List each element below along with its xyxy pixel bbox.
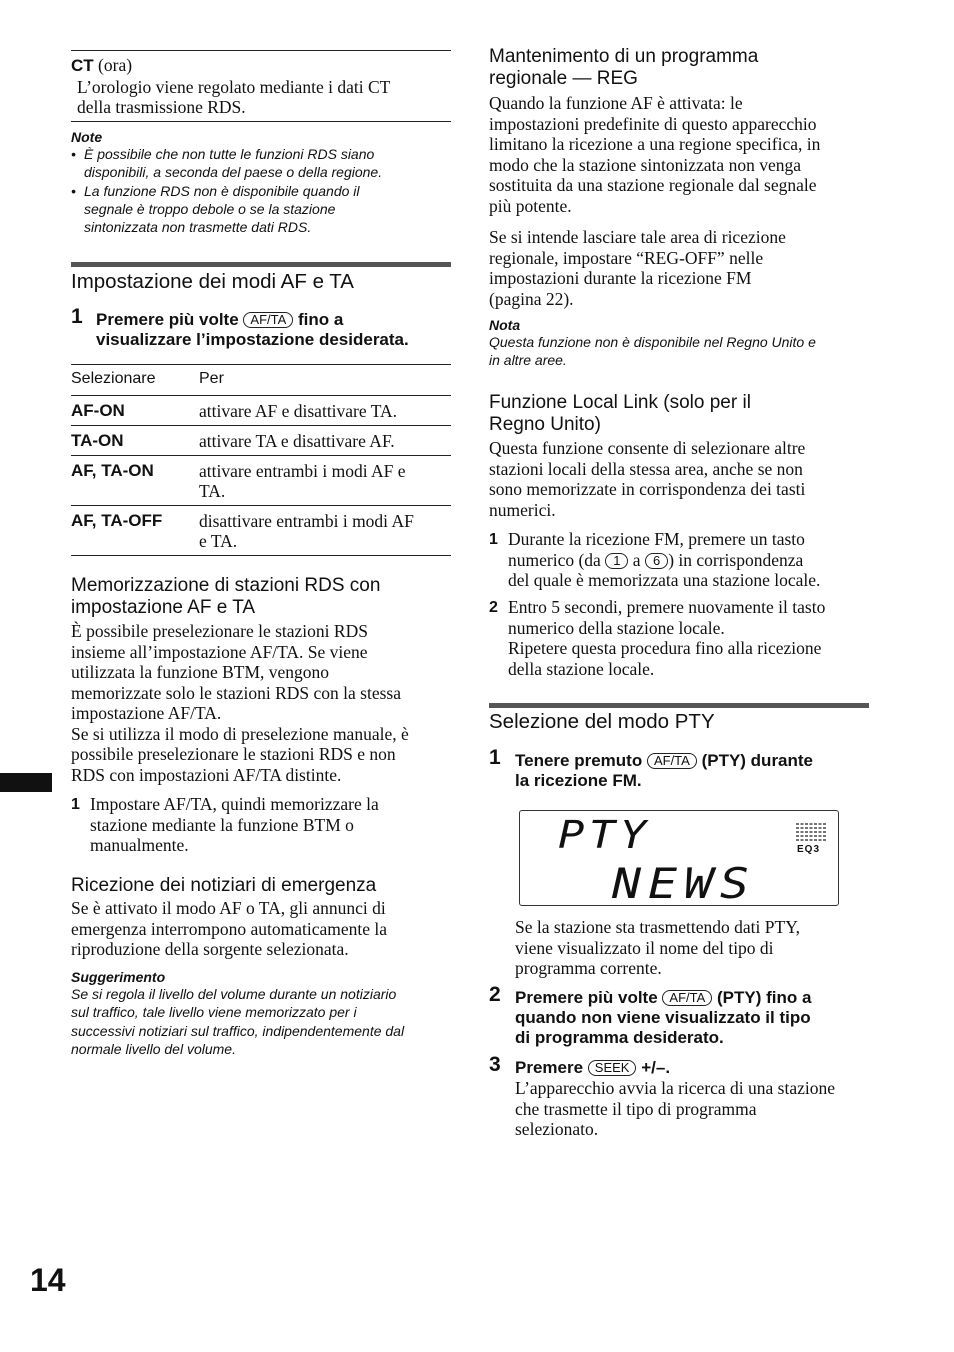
local-step-2: [489, 597, 879, 679]
ct-qualifier: (ora): [98, 55, 133, 75]
text-line: emergenza interrompono automaticamente la: [71, 918, 387, 939]
tip-line: sul traffico, tale livello viene memorizzato per i: [71, 1004, 357, 1021]
table-cell-key: TA-ON: [71, 430, 124, 450]
text-line: Questa funzione consente di selezionare altre: [489, 438, 806, 458]
pty-title: Selezione del modo PTY: [489, 710, 715, 733]
local-title-line: Funzione Local Link (solo per il: [489, 392, 751, 413]
lcd-line-2: NEWS: [612, 859, 756, 908]
lcd-line-1: PTY: [558, 813, 651, 857]
reg-note: [489, 317, 879, 370]
text-line: limitano la ricezione a una regione specifica, in: [489, 134, 821, 154]
page-number: 14: [30, 1262, 66, 1298]
af-ta-button: AF/TA: [243, 312, 293, 328]
step-text-post: (PTY) fino a: [717, 988, 812, 1007]
text-line: Ripetere questa procedura fino alla ricezione: [508, 638, 822, 658]
step-text: [489, 748, 879, 791]
step-text: [489, 597, 879, 679]
note-heading: Nota: [489, 317, 521, 333]
note-line: La funzione RDS non è disponibile quando il: [84, 182, 360, 199]
text-line: memorizzate solo le stazioni RDS con la stessa: [71, 682, 401, 703]
table-cell-line: attivare entrambi i modi AF e: [199, 460, 406, 481]
text-line: È possibile preselezionare le stazioni RDS: [71, 621, 368, 641]
pty-step-1: [489, 748, 879, 791]
table-row: [71, 425, 451, 455]
text-line: della stazione locale.: [508, 658, 655, 679]
local-body: [489, 438, 879, 520]
af-ta-step-1: [71, 307, 461, 350]
table-row: [71, 395, 451, 425]
eq-label: EQ3: [797, 844, 821, 855]
text-line: [508, 550, 879, 571]
step-text-post: fino a: [298, 310, 344, 329]
text-line: viene visualizzato il nome del tipo di: [515, 937, 774, 958]
reg-paragraph-1: [489, 93, 879, 216]
text-line: (pagina 22).: [489, 288, 574, 309]
text-line: che trasmette il tipo di programma: [515, 1098, 757, 1119]
text-line: numerici.: [489, 499, 556, 520]
local-step-1: [489, 529, 879, 591]
table-cell-key: AF, TA-ON: [71, 460, 154, 480]
step-number: 1: [71, 796, 80, 813]
tip-block: [71, 969, 461, 1058]
table-cell-key: AF-ON: [71, 400, 125, 420]
note-item: [71, 182, 451, 237]
ct-bottom-rule: [71, 121, 451, 122]
step-text: [489, 985, 879, 1048]
reg-title-line: regionale — REG: [489, 68, 638, 89]
step-text-line: di programma desiderato.: [515, 1028, 724, 1047]
number-1-button: 1: [605, 553, 628, 569]
af-ta-table: [71, 364, 451, 556]
step-text-line: quando non viene visualizzato il tipo: [515, 1008, 811, 1027]
text-line: utilizzata la funzione BTM, vengono: [71, 662, 330, 682]
note-text: [489, 333, 879, 370]
text-line: programma corrente.: [515, 958, 662, 978]
step-text: [71, 307, 461, 350]
note-line: disponibili, a seconda del paese o della regione.: [84, 164, 383, 181]
memo-body: [71, 621, 461, 785]
step-number: 1: [71, 305, 83, 328]
step-text-line2: visualizzare l’impostazione desiderata.: [96, 330, 409, 349]
text-line: regionale, impostare “REG-OFF” nelle: [489, 247, 764, 268]
emerg-title: Ricezione dei notiziari di emergenza: [71, 875, 377, 896]
table-cell-value: attivare TA e disattivare AF.: [199, 430, 395, 451]
reg-title: [489, 46, 879, 90]
table-cell-key: AF, TA-OFF: [71, 510, 163, 530]
af-ta-button: AF/TA: [662, 990, 712, 1006]
text-line: Se la stazione sta trasmettendo dati PTY,: [515, 917, 800, 937]
text-line: Durante la ricezione FM, premere un tasto: [508, 529, 805, 549]
table-row: [71, 455, 451, 505]
tip-text: [71, 985, 461, 1058]
reg-paragraph-2: [489, 227, 879, 309]
text-line: numerico della stazione locale.: [508, 617, 725, 638]
table-cell-value: attivare AF e disattivare TA.: [199, 400, 398, 421]
note-line: È possibile che non tutte le funzioni RDS siano: [84, 146, 375, 162]
note-line: Questa funzione non è disponibile nel Regno Unito e: [489, 334, 816, 350]
step-text: [489, 1055, 879, 1140]
text-line: stazioni locali della stessa area, anche se non: [489, 458, 803, 479]
step-text-bold: [515, 1058, 879, 1078]
step-text-post: +/–.: [641, 1058, 671, 1077]
ct-desc-line: L’orologio viene regolato mediante i dati CT: [77, 76, 391, 97]
step-text-post: (PTY) durante: [701, 751, 814, 770]
note-line: in altre aree.: [489, 352, 567, 369]
step-text-pre: Premere più volte: [515, 988, 658, 1007]
local-title-line: Regno Unito): [489, 414, 601, 435]
table-header-row: [71, 365, 451, 395]
memo-step-1: [71, 794, 461, 856]
ct-term: CT: [71, 56, 94, 75]
text-line: Impostare AF/TA, quindi memorizzare la: [90, 794, 379, 814]
text-fragment: a: [632, 549, 641, 570]
text-line: Se si intende lasciare tale area di ricezione: [489, 227, 786, 247]
text-line: più potente.: [489, 195, 572, 216]
ct-top-rule: [71, 50, 451, 51]
memo-title: [71, 575, 461, 619]
text-line: selezionato.: [515, 1119, 599, 1139]
step-text: [489, 529, 879, 591]
reg-title-line: Mantenimento di un programma: [489, 46, 759, 67]
text-line: impostazioni predefinite di questo apparecchio: [489, 113, 817, 134]
memo-title-line: Memorizzazione di stazioni RDS con: [71, 575, 381, 596]
text-line: Entro 5 secondi, premere nuovamente il tasto: [508, 597, 826, 617]
text-line: impostazione AF/TA.: [71, 703, 222, 723]
text-line: sono memorizzate in corrispondenza dei tasti: [489, 479, 806, 499]
tip-line: successivi notiziari sul traffico, indipendentemente dal: [71, 1022, 405, 1039]
step-number: 2: [489, 983, 501, 1006]
table-cell-line: disattivare entrambi i modi AF: [199, 510, 414, 531]
text-line: manualmente.: [90, 835, 189, 855]
af-ta-title: Impostazione dei modi AF e TA: [71, 270, 354, 293]
tip-heading: Suggerimento: [71, 969, 166, 985]
text-line: L’apparecchio avvia la ricerca di una stazione: [515, 1078, 836, 1098]
section-rule: [71, 262, 451, 267]
ct-desc: [71, 77, 451, 118]
local-title: [489, 392, 879, 436]
text-line: Se si utilizza il modo di preselezione manuale, è: [71, 723, 409, 744]
text-line: riproduzione della sorgente selezionata.: [71, 939, 349, 959]
text-line: Se è attivato il modo AF o TA, gli annunci di: [71, 898, 386, 918]
ct-desc-line: della trasmissione RDS.: [77, 97, 246, 117]
step-text-line2: la ricezione FM.: [515, 771, 642, 790]
text-line: Quando la funzione AF è attivata: le: [489, 93, 743, 113]
ct-definition: [71, 55, 451, 118]
step-number: 3: [489, 1053, 501, 1076]
bullet-icon: •: [71, 182, 76, 199]
text-line: possibile preselezionare le stazioni RDS e non: [71, 744, 396, 764]
text-line: sostituita da una stazione regionale dal segnale: [489, 175, 817, 195]
note-line: segnale è troppo debole o se la stazione: [84, 200, 336, 217]
emerg-body: [71, 898, 461, 960]
table-cell-value: [199, 455, 451, 505]
pty-step-3: [489, 1055, 879, 1140]
text-line: impostazioni durante la ricezione FM: [489, 268, 752, 288]
note-line: sintonizzata non trasmette dati RDS.: [84, 219, 312, 236]
step-text-pre: Premere più volte: [96, 310, 239, 329]
step-detail: [515, 1078, 879, 1140]
table-cell-line: e TA.: [199, 531, 238, 551]
table-header: Per: [199, 370, 224, 387]
step-number: 2: [489, 599, 498, 616]
bullet-icon: •: [71, 146, 76, 162]
section-rule: [489, 703, 869, 708]
text-line: RDS con impostazioni AF/TA distinte.: [71, 764, 342, 785]
text-line: stazione mediante la funzione BTM o: [90, 814, 354, 835]
table-row: [71, 505, 451, 555]
section-tab-marker: [0, 773, 52, 792]
pty-after-display: [515, 917, 885, 979]
af-ta-button: AF/TA: [647, 753, 697, 769]
note-block: [71, 129, 451, 236]
step-number: 1: [489, 746, 501, 769]
text-line: modo che la stazione sintonizzata non venga: [489, 154, 801, 175]
step-text-pre: Tenere premuto: [515, 751, 643, 770]
step-number: 1: [489, 531, 498, 548]
note-heading: Note: [71, 129, 103, 145]
step-text-pre: Premere: [515, 1058, 584, 1077]
lcd-display: [519, 810, 839, 906]
text-fragment: numerico (da: [508, 549, 601, 570]
pty-step-2: [489, 985, 879, 1048]
step-text: [71, 794, 461, 856]
tip-line: normale livello del volume.: [71, 1040, 236, 1057]
text-fragment: ) in corrispondenza: [668, 549, 804, 570]
table-cell-value: [199, 505, 451, 555]
note-item: [71, 145, 451, 182]
table-cell-line: TA.: [199, 481, 226, 501]
number-6-button: 6: [645, 553, 668, 569]
text-line: insieme all’impostazione AF/TA. Se viene: [71, 641, 368, 662]
table-header: Selezionare: [71, 370, 156, 387]
tip-line: Se si regola il livello del volume durante un notiziario: [71, 986, 397, 1002]
seek-button: SEEK: [588, 1060, 637, 1076]
memo-title-line: impostazione AF e TA: [71, 597, 256, 618]
text-line: del quale è memorizzata una stazione locale.: [508, 570, 821, 590]
